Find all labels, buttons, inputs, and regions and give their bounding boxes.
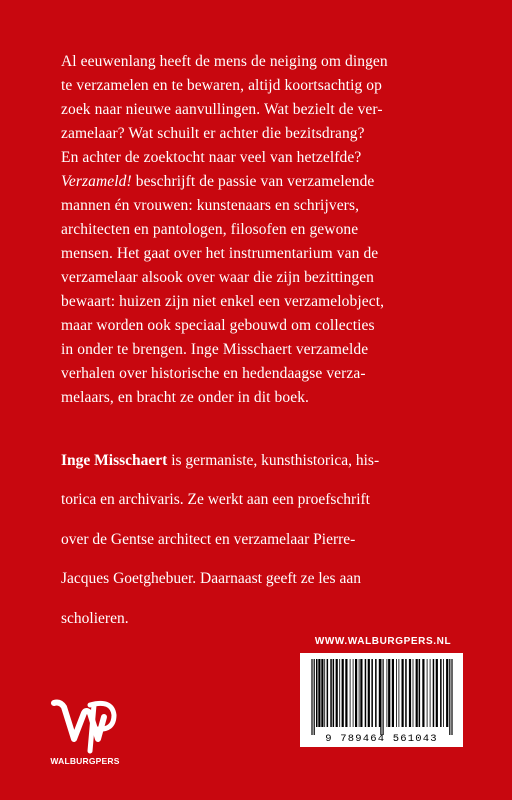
barcode-graphic: [300, 653, 463, 747]
barcode-bar: [321, 659, 323, 727]
isbn-number: 9 789464 561043: [325, 733, 438, 745]
blurb-line: [61, 170, 461, 194]
author-name: Inge Misschaert: [61, 451, 168, 469]
walburgpers-logo-icon: [50, 693, 122, 763]
blurb-line: mannen én vrouwen: kunstenaars en schrijvers,: [61, 197, 360, 214]
blurb-line: zamelaar? Wat schuilt er achter die bezitsdrang?: [61, 125, 365, 142]
barcode-bar: [422, 659, 424, 727]
barcode-guard-bar: [311, 659, 312, 735]
blurb-line: verzamelaar alsook over waar die zijn bezittingen: [61, 269, 375, 286]
isbn-barcode: [300, 653, 463, 747]
blurb-line-rest: beschrijft de passie van verzamelende: [131, 173, 375, 190]
barcode-bar: [355, 659, 357, 727]
barcode-bar: [416, 659, 418, 727]
barcode-bar: [336, 659, 338, 727]
barcode-bar: [365, 659, 367, 727]
blurb-text: [61, 50, 461, 410]
barcode-bar: [375, 659, 377, 727]
blurb-line: En achter de zoektocht naar veel van hetzelfde?: [61, 149, 362, 166]
barcode-bar: [430, 659, 431, 727]
blurb-line: Al eeuwenlang heeft de mens de neiging om dingen: [61, 53, 388, 70]
bio-line: torica en archivaris. Ze werkt aan een proefschrift: [61, 491, 370, 508]
blurb-line: in onder te brengen. Inge Misschaert verzamelde: [61, 341, 369, 358]
barcode-bar: [427, 659, 428, 727]
barcode-bar: [350, 659, 351, 727]
bio-line: scholieren.: [61, 609, 129, 627]
barcode-bar: [330, 659, 332, 727]
barcode-bar: [409, 659, 411, 727]
barcode-bar: [413, 659, 414, 727]
barcode-bar: [345, 659, 347, 727]
barcode-bar: [379, 659, 381, 727]
barcode-bar: [327, 659, 329, 727]
barcode-bar: [339, 659, 340, 727]
barcode-bar: [402, 659, 404, 727]
barcode-bar: [440, 659, 442, 727]
barcode-bar: [359, 659, 360, 727]
barcode-bar: [360, 659, 362, 727]
barcode-guard-bar: [449, 659, 450, 735]
barcode-guard-bar: [314, 659, 315, 735]
barcode-bar: [318, 659, 320, 727]
blurb-line: verhalen over historische en hedendaagse verza-: [61, 365, 366, 382]
barcode-bars: [311, 659, 452, 735]
publisher-name: WALBURGPERS: [50, 756, 120, 766]
barcode-bar: [399, 659, 400, 727]
barcode-guard-bar: [451, 659, 452, 735]
barcode-guard-bar: [383, 659, 384, 735]
barcode-bar: [353, 659, 354, 727]
blurb-line: melaars, en bracht ze onder in dit boek.: [61, 389, 310, 406]
barcode-bar: [433, 659, 435, 727]
barcode-bar: [388, 659, 390, 727]
barcode-bar: [436, 659, 438, 727]
barcode-bar: [446, 659, 448, 727]
barcode-bar: [368, 659, 370, 727]
blurb-line: mensen. Het gaat over het instrumentarium van de: [61, 245, 379, 262]
blurb-line: bewaart: huizen zijn niet enkel een verzamelobject,: [61, 293, 385, 310]
bio-line-rest: is germaniste, kunsthistorica, his-: [167, 451, 380, 469]
publisher-url: WWW.WALBURGPERS.NL: [314, 636, 452, 647]
blurb-line: zoek naar nieuwe aanvullingen. Wat bezielt de ver-: [61, 101, 383, 118]
barcode-bar: [443, 659, 444, 727]
barcode-bar: [396, 659, 397, 727]
barcode-bar: [387, 659, 388, 727]
barcode-bar: [392, 659, 394, 727]
barcode-bar: [342, 659, 344, 727]
barcode-bar: [324, 659, 325, 727]
author-bio: [61, 433, 461, 646]
blurb-line: architecten en pantologen, filosofen en gewone: [61, 221, 359, 238]
bio-line: over de Gentse architect en verzamelaar Pierre-: [61, 530, 356, 548]
bio-line: Jacques Goetghebuer. Daarnaast geeft ze les aan: [61, 570, 361, 587]
bio-line: [61, 449, 461, 473]
blurb-line: te verzamelen en te bewaren, altijd koortsachtig op: [61, 77, 382, 94]
barcode-bar: [405, 659, 407, 727]
barcode-bar: [371, 659, 373, 727]
barcode-bar: [316, 659, 318, 727]
barcode-bar: [419, 659, 421, 727]
barcode-bar: [333, 659, 335, 727]
blurb-line: maar worden ook speciaal gebouwd om collecties: [61, 317, 375, 334]
book-title-italic: Verzameld!: [61, 173, 132, 190]
